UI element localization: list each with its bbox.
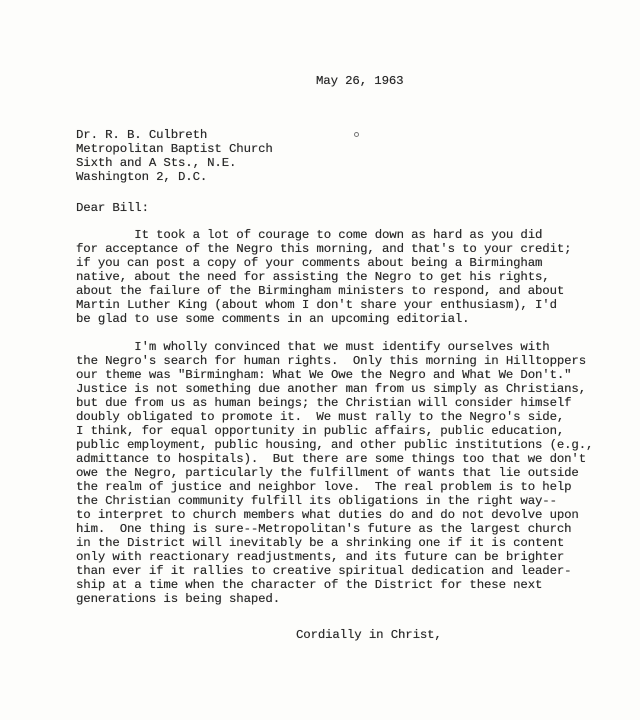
- paragraph2-line: our theme was "Birmingham: What We Owe the Negro and What We Don't.": [76, 368, 572, 382]
- paragraph2-line: in the District will inevitably be a shrinking one if it is content: [76, 536, 565, 550]
- letter-date: May 26, 1963: [316, 74, 404, 88]
- paragraph2-line: ship at a time when the character of the District for these next: [76, 578, 543, 592]
- recipient-city: Washington 2, D.C.: [76, 170, 208, 184]
- paragraph2-line: doubly obligated to promote it. We must rally to the Negro's side,: [76, 410, 565, 424]
- paragraph1-line: be glad to use some comments in an upcoming editorial.: [76, 312, 470, 326]
- paragraph2-line: generations is being shaped.: [76, 592, 280, 606]
- paragraph2-line: admittance to hospitals). But there are some things too that we don't: [76, 452, 586, 466]
- paragraph2-line: but due from us as human beings; the Christian will consider himself: [76, 396, 572, 410]
- paragraph1-line: for acceptance of the Negro this morning, and that's to your credit;: [76, 242, 572, 256]
- paragraph2-line: public employment, public housing, and other public institutions (e.g.,: [76, 438, 594, 452]
- paragraph1-line: if you can post a copy of your comments about being a Birmingham: [76, 256, 543, 270]
- paragraph2-line: the realm of justice and neighbor love. The real problem is to help: [76, 480, 572, 494]
- closing: Cordially in Christ,: [296, 628, 442, 642]
- paragraph1-line: Martin Luther King (about whom I don't share your enthusiasm), I'd: [76, 298, 557, 312]
- recipient-organization: Metropolitan Baptist Church: [76, 142, 273, 156]
- paragraph1-line: about the failure of the Birmingham ministers to respond, and about: [76, 284, 565, 298]
- paragraph2-line: Justice is not something due another man from us simply as Christians,: [76, 382, 586, 396]
- paragraph2-line: the Christian community fulfill its obligations in the right way--: [76, 494, 557, 508]
- paragraph2-line: I'm wholly convinced that we must identify ourselves with: [76, 340, 550, 354]
- paragraph2-line: him. One thing is sure--Metropolitan's future as the largest church: [76, 522, 572, 536]
- paragraph1-line: It took a lot of courage to come down as hard as you did: [76, 228, 543, 242]
- recipient-name: Dr. R. B. Culbreth: [76, 128, 208, 142]
- paragraph1-line: native, about the need for assisting the Negro to get his rights,: [76, 270, 550, 284]
- paragraph2-line: the Negro's search for human rights. Only this morning in Hilltoppers: [76, 354, 586, 368]
- paragraph2-line: than ever if it rallies to creative spiritual dedication and leader-: [76, 564, 572, 578]
- paragraph2-line: owe the Negro, particularly the fulfillment of wants that lie outside: [76, 466, 579, 480]
- paper-speck: [354, 132, 359, 137]
- recipient-street: Sixth and A Sts., N.E.: [76, 156, 237, 170]
- paragraph2-line: to interpret to church members what duties do and do not devolve upon: [76, 508, 579, 522]
- paragraph2-line: I think, for equal opportunity in public affairs, public education,: [76, 424, 565, 438]
- salutation: Dear Bill:: [76, 201, 149, 215]
- paragraph2-line: only with reactionary readjustments, and its future can be brighter: [76, 550, 565, 564]
